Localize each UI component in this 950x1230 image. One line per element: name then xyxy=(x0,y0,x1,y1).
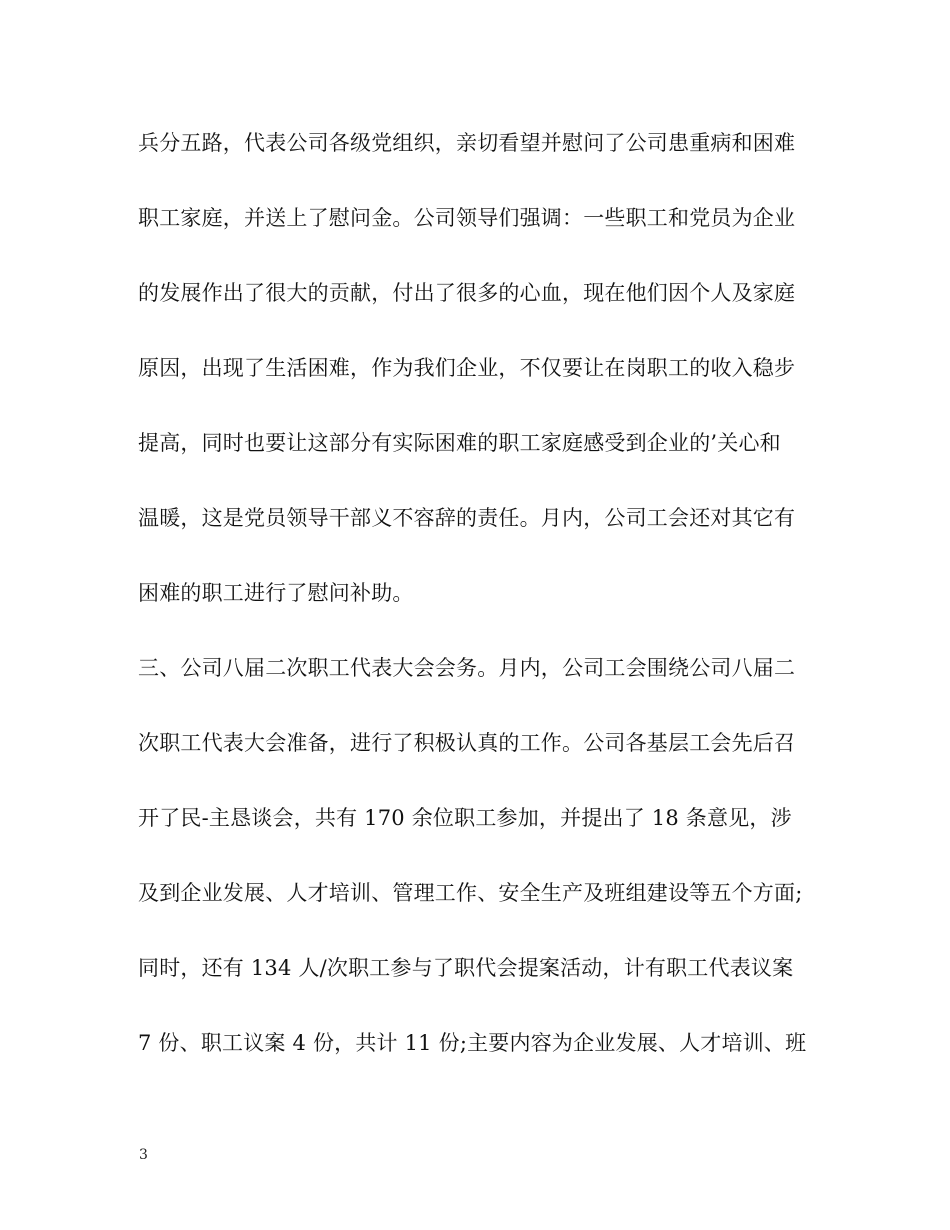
text-line: 困难的职工进行了慰问补助。 xyxy=(138,581,414,605)
text-line: 原因，出现了生活困难，作为我们企业，不仅要让在岗职工的收入稳步 xyxy=(138,356,796,380)
section-heading-line: 三、公司八届二次职工代表大会会务。月内，公司工会围绕公司八届二 xyxy=(138,656,796,680)
text-line: 职工家庭，并送上了慰问金。公司领导们强调：一些职工和党员为企业 xyxy=(138,206,796,230)
text-line: 开了民-主恳谈会，共有 170 余位职工参加，并提出了 18 条意见，涉 xyxy=(138,806,792,830)
text-line: 7 份、职工议案 4 份，共计 11 份;主要内容为企业发展、人才培训、班 xyxy=(138,1031,807,1055)
text-line: 的发展作出了很大的贡献，付出了很多的心血，现在他们因个人及家庭 xyxy=(138,281,796,305)
text-line: 次职工代表大会准备，进行了积极认真的工作。公司各基层工会先后召 xyxy=(138,731,796,755)
page-number: 3 xyxy=(139,1147,148,1163)
text-line: 及到企业发展、人才培训、管理工作、安全生产及班组建设等五个方面; xyxy=(138,881,803,905)
text-line: 提高，同时也要让这部分有实际困难的职工家庭感受到企业的’关心和 xyxy=(138,431,781,455)
text-line: 兵分五路，代表公司各级党组织，亲切看望并慰问了公司患重病和困难 xyxy=(138,131,796,155)
text-line: 同时，还有 134 人/次职工参与了职代会提案活动，计有职工代表议案 xyxy=(138,956,794,980)
text-line: 温暖，这是党员领导干部义不容辞的责任。月内，公司工会还对其它有 xyxy=(138,506,796,530)
